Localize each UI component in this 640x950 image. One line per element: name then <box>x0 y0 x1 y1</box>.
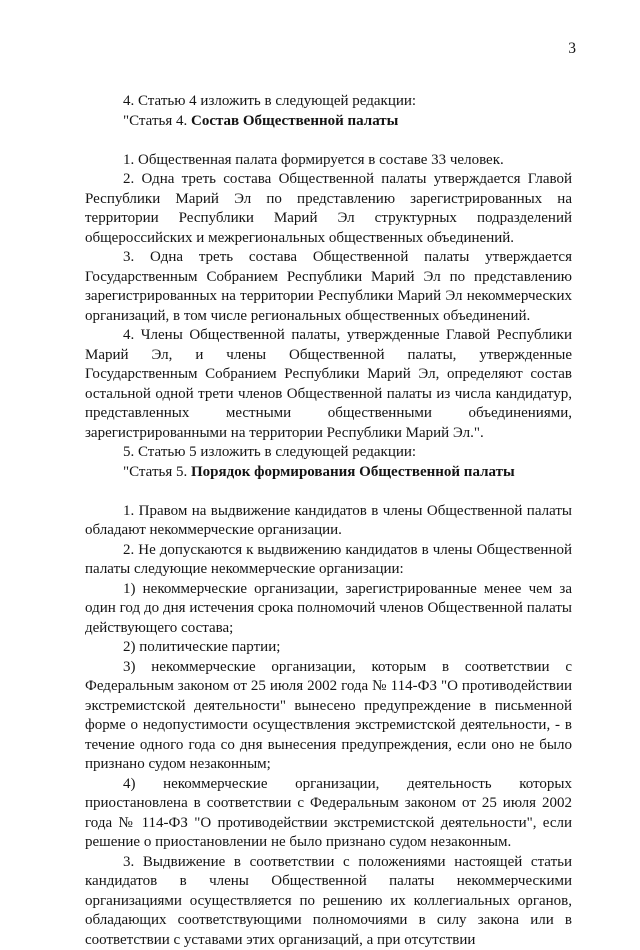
paragraph: 5. Статью 5 изложить в следующей редакции: <box>85 443 572 463</box>
list-item: 3) некоммерческие организации, которым в соответствии с Федеральным законом от 25 июля 2002 года № 114-ФЗ "О противодействии экстремистской деятельности" вынесено предупреждение в письменной форме о недопустимости осуществления экстремистской деятельности, - в течение одного года со дня вынесения предупреждения, если оно не было признано судом незаконным; <box>85 658 572 775</box>
paragraph: 1. Правом на выдвижение кандидатов в члены Общественной палаты обладают некоммерческие организации. <box>85 502 572 541</box>
list-item: 4) некоммерческие организации, деятельность которых приостановлена в соответствии с Федеральным законом от 25 июля 2002 года № 114-ФЗ "О противодействии экстремистской деятельности", если решение о приостановлении не было признано судом незаконным. <box>85 775 572 853</box>
paragraph: 3. Выдвижение в соответствии с положениями настоящей статьи кандидатов в члены Общественной палаты некоммерческими организациями осуществляется по решению их коллегиальных органов, обладающих соответствующими полномочиями в силу закона или в соответствии с уставами этих организаций, а при отсутствии <box>85 853 572 950</box>
article-heading-title: Состав Общественной палаты <box>191 113 398 129</box>
article-heading-prefix: "Статья 4. <box>123 113 191 129</box>
article-heading <box>85 112 572 132</box>
article-heading-prefix: "Статья 5. <box>123 464 191 480</box>
document-body <box>85 92 572 950</box>
article-heading <box>85 463 572 483</box>
list-item: 2) политические партии; <box>85 638 572 658</box>
paragraph: 2. Не допускаются к выдвижению кандидатов в члены Общественной палаты следующие некоммерческие организации: <box>85 541 572 580</box>
paragraph: 2. Одна треть состава Общественной палаты утверждается Главой Республики Марий Эл по представлению зарегистрированных на территории Республики Марий Эл структурных подразделений общероссийских и межрегиональных общественных объединений. <box>85 170 572 248</box>
list-item: 1) некоммерческие организации, зарегистрированные менее чем за один год до дня истечения срока полномочий членов Общественной палаты действующего состава; <box>85 580 572 639</box>
blank-line <box>85 131 572 151</box>
paragraph: 1. Общественная палата формируется в составе 33 человек. <box>85 151 572 171</box>
paragraph: 4. Члены Общественной палаты, утвержденные Главой Республики Марий Эл, и члены Общественной палаты, утвержденные Государственным Собранием Республики Марий Эл, определяют состав остальной одной трети членов Общественной палаты из числа кандидатур, представленных местными общественными объединениями, зарегистрированными на территории Республики Марий Эл.". <box>85 326 572 443</box>
blank-line <box>85 482 572 502</box>
paragraph: 3. Одна треть состава Общественной палаты утверждается Государственным Собранием Республики Марий Эл по представлению зарегистрированных на территории Республики Марий Эл некоммерческих организаций, в том числе региональных общественных объединений. <box>85 248 572 326</box>
page-number: 3 <box>540 40 576 58</box>
article-heading-title: Порядок формирования Общественной палаты <box>191 464 515 480</box>
paragraph: 4. Статью 4 изложить в следующей редакции: <box>85 92 572 112</box>
